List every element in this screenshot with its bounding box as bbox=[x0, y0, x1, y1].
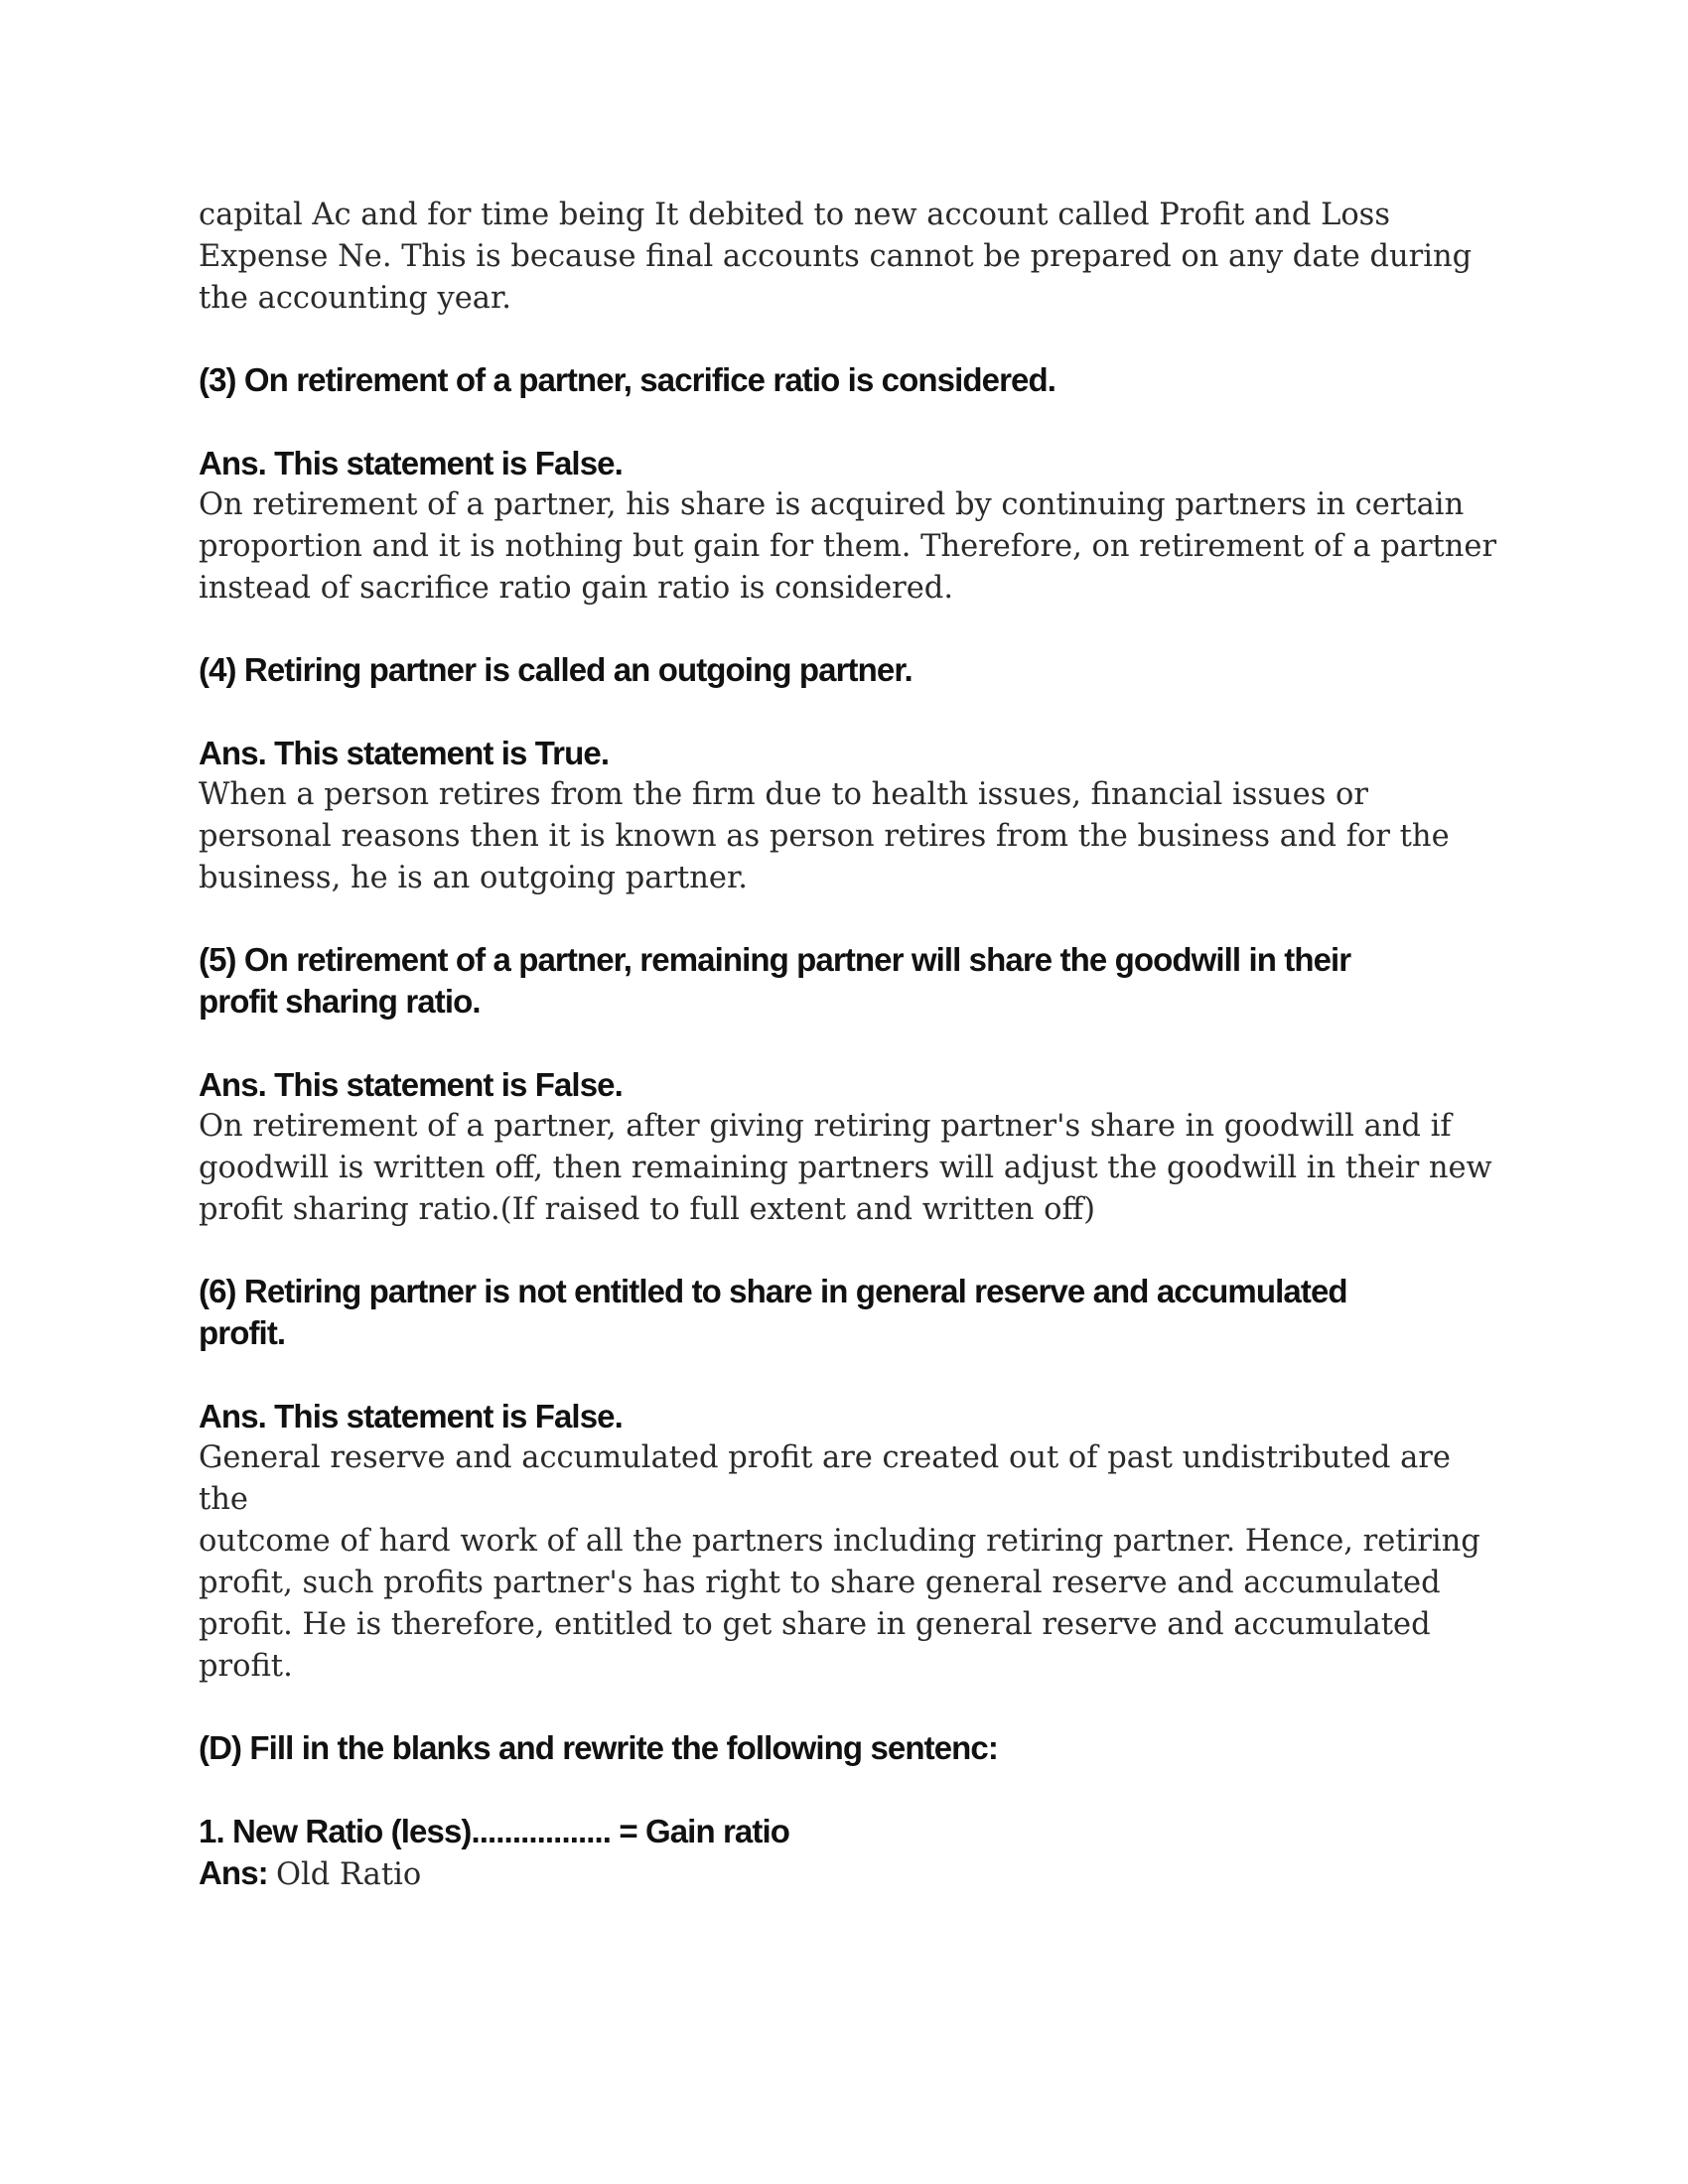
question-6: (6) Retiring partner is not entitled to share in general reserve and accumulated profit. bbox=[199, 1273, 1347, 1351]
section-d-answer-1 bbox=[199, 1852, 1499, 1896]
answer-4-body: When a person retires from the firm due to health issues, financial issues or personal reasons then it is known as person retires from the business and for the business, he is an outgoing partner. bbox=[199, 777, 1450, 895]
answer-3-heading: Ans. This statement is False. bbox=[199, 445, 623, 481]
answer-5-heading: Ans. This statement is False. bbox=[199, 1066, 623, 1103]
section-d-heading: (D) Fill in the blanks and rewrite the following sentenc: bbox=[199, 1729, 998, 1766]
answer-4-heading: Ans. This statement is True. bbox=[199, 735, 610, 771]
answer-value: Old Ratio bbox=[276, 1857, 422, 1892]
answer-5-body: On retirement of a partner, after giving retiring partner's share in goodwill and if goodwill is written off, then remaining partners will adjust the goodwill in their new profit sharing ratio.(If raised to full extent and written off) bbox=[199, 1109, 1492, 1227]
document-page bbox=[199, 195, 1499, 1896]
answer-3-body: On retirement of a partner, his share is acquired by continuing partners in certain proportion and it is nothing but gain for them. Therefore, on retirement of a partner instead of sacrifice ratio gain ratio is considered. bbox=[199, 487, 1497, 606]
section-d-question-1: 1. New Ratio (less)................. = Gain ratio bbox=[199, 1813, 789, 1849]
intro-paragraph: capital Ac and for time being It debited to new account called Profit and Loss Expense Ne. This is because final accounts cannot be prepared on any date during the accounting year. bbox=[199, 198, 1473, 316]
question-3: (3) On retirement of a partner, sacrifice ratio is considered. bbox=[199, 361, 1055, 398]
question-4: (4) Retiring partner is called an outgoing partner. bbox=[199, 651, 913, 688]
answer-label: Ans: bbox=[199, 1854, 268, 1891]
question-5: (5) On retirement of a partner, remaining partner will share the goodwill in their profit sharing ratio. bbox=[199, 941, 1351, 1020]
answer-6-body: General reserve and accumulated profit are created out of past undistributed are the outcome of hard work of all the partners including retiring partner. Hence, retiring profit, such profits partner's has right to share general reserve and accumulated profit. He is therefore, entitled to get share in general reserve and accumulated profit. bbox=[199, 1440, 1480, 1684]
answer-6-heading: Ans. This statement is False. bbox=[199, 1398, 623, 1434]
